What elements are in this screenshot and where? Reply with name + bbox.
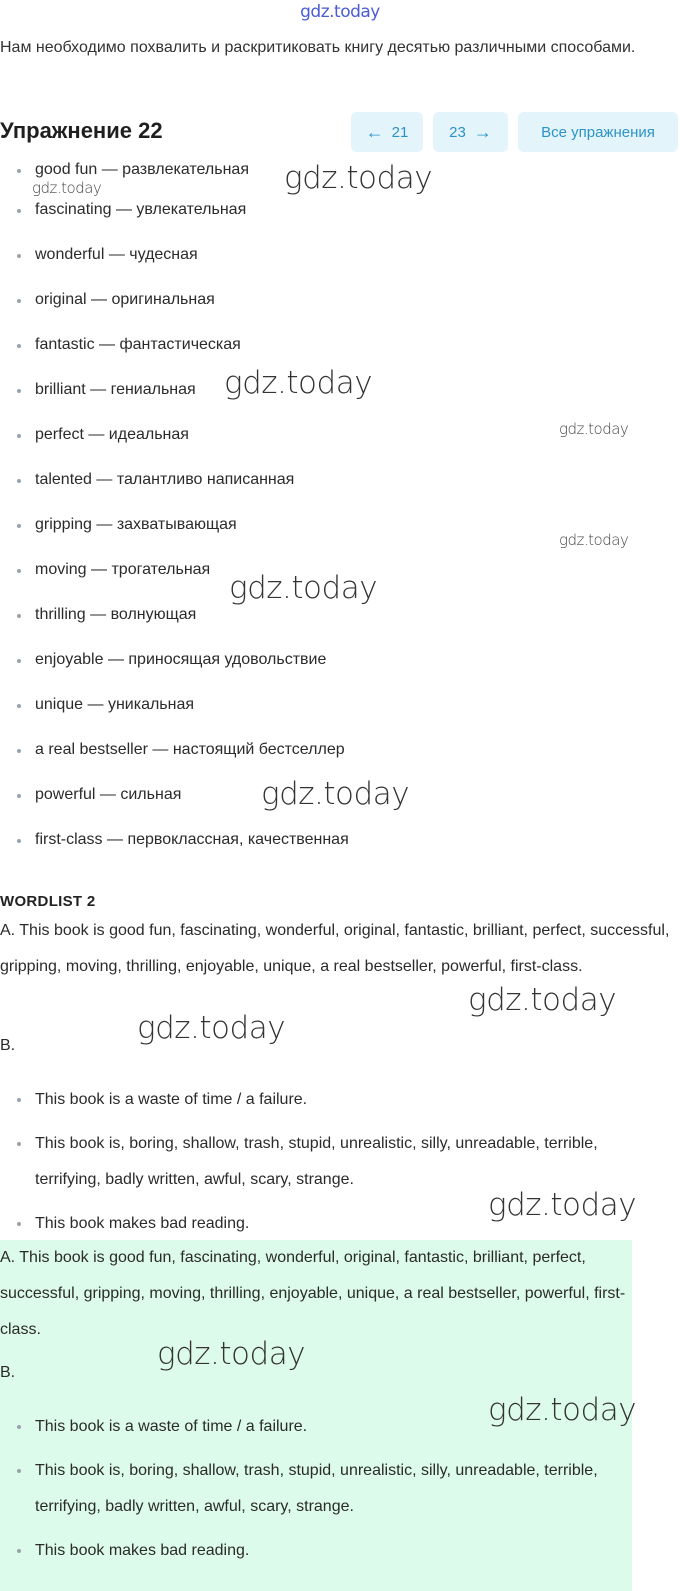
word-item: fascinating — увлекательная bbox=[0, 194, 640, 239]
wordlist-part-a: A. This book is good fun, fascinating, wonderful, original, fantastic, brilliant, perfect, successful, gripping, moving, thrilling, enjoyable, unique, a real bestseller, powerful, first-class. bbox=[0, 922, 670, 975]
watermark: gdz.today bbox=[559, 420, 629, 438]
wordlist-heading: WORDLIST 2 bbox=[0, 893, 96, 910]
watermark: gdz.today bbox=[488, 1187, 637, 1223]
arrow-right-icon: → bbox=[473, 122, 492, 142]
wordlist-part-b-label: B. bbox=[0, 1037, 16, 1054]
list-item: This book makes bad reading. bbox=[0, 1533, 620, 1569]
word-item: unique — уникальная bbox=[0, 689, 640, 734]
answer-part-b-label: B. bbox=[0, 1364, 16, 1381]
next-exercise-button[interactable] bbox=[433, 112, 508, 152]
exercise-header bbox=[0, 112, 680, 152]
watermark: gdz.today bbox=[468, 982, 617, 1018]
wordlist-part-b-list bbox=[0, 1082, 640, 1250]
list-item: This book is, boring, shallow, trash, stupid, unrealistic, silly, unreadable, terrible, terrifying, badly written, awful, scary, strange. bbox=[0, 1453, 620, 1525]
word-item: talented — талантливо написанная bbox=[0, 464, 640, 509]
list-item: This book is, boring, shallow, trash, stupid, unrealistic, silly, unreadable, terrible, terrifying, badly written, awful, scary, strange. bbox=[0, 1126, 640, 1198]
watermark: gdz.today bbox=[559, 531, 629, 549]
word-item: enjoyable — приносящая удовольствие bbox=[0, 644, 640, 689]
watermark: gdz.today bbox=[137, 1010, 286, 1046]
word-item: good fun — развлекательная bbox=[0, 154, 640, 194]
word-item: gripping — захватывающая bbox=[0, 509, 640, 554]
watermark: gdz.today bbox=[488, 1392, 637, 1428]
word-item: perfect — идеальная bbox=[0, 419, 640, 464]
list-item: This book is a waste of time / a failure. bbox=[0, 1409, 620, 1445]
watermark: gdz.today bbox=[261, 776, 410, 812]
watermark: gdz.today bbox=[224, 365, 373, 401]
word-item: original — оригинальная bbox=[0, 284, 640, 329]
word-item: powerful — сильная bbox=[0, 779, 640, 824]
word-item: a real bestseller — настоящий бестселлер bbox=[0, 734, 640, 779]
prev-exercise-label: 21 bbox=[391, 123, 409, 141]
word-item: brilliant — гениальная bbox=[0, 374, 640, 419]
answer-part-b-list bbox=[0, 1409, 620, 1577]
word-item: wonderful — чудесная bbox=[0, 239, 640, 284]
watermark: gdz.today bbox=[32, 179, 102, 197]
watermark: gdz.today bbox=[157, 1336, 306, 1372]
word-list bbox=[0, 154, 640, 869]
exercise-title: Упражнение 22 bbox=[0, 118, 163, 143]
watermark: gdz.today bbox=[284, 160, 433, 196]
answer-part-a: A. This book is good fun, fascinating, wonderful, original, fantastic, brilliant, perfect, successful, gripping, moving, thrilling, enjoyable, unique, a real bestseller, powerful, first-class. bbox=[0, 1249, 626, 1338]
all-exercises-button[interactable] bbox=[518, 112, 678, 152]
word-item: first-class — первоклассная, качественная bbox=[0, 824, 640, 869]
prev-exercise-button[interactable] bbox=[351, 112, 423, 152]
list-item: This book is a waste of time / a failure. bbox=[0, 1082, 640, 1118]
watermark: gdz.today bbox=[229, 570, 378, 606]
task-intro: Нам необходимо похвалить и раскритиковать книгу десятью различными способами. bbox=[0, 39, 636, 56]
site-logo[interactable]: gdz.today bbox=[300, 2, 380, 22]
list-item: This book makes bad reading. bbox=[0, 1206, 640, 1242]
arrow-left-icon: ← bbox=[365, 122, 384, 142]
word-item: thrilling — волнующая bbox=[0, 599, 640, 644]
all-exercises-label: Все упражнения bbox=[541, 123, 655, 141]
word-item: moving — трогательная bbox=[0, 554, 640, 599]
next-exercise-label: 23 bbox=[449, 123, 466, 141]
word-item: fantastic — фантастическая bbox=[0, 329, 640, 374]
